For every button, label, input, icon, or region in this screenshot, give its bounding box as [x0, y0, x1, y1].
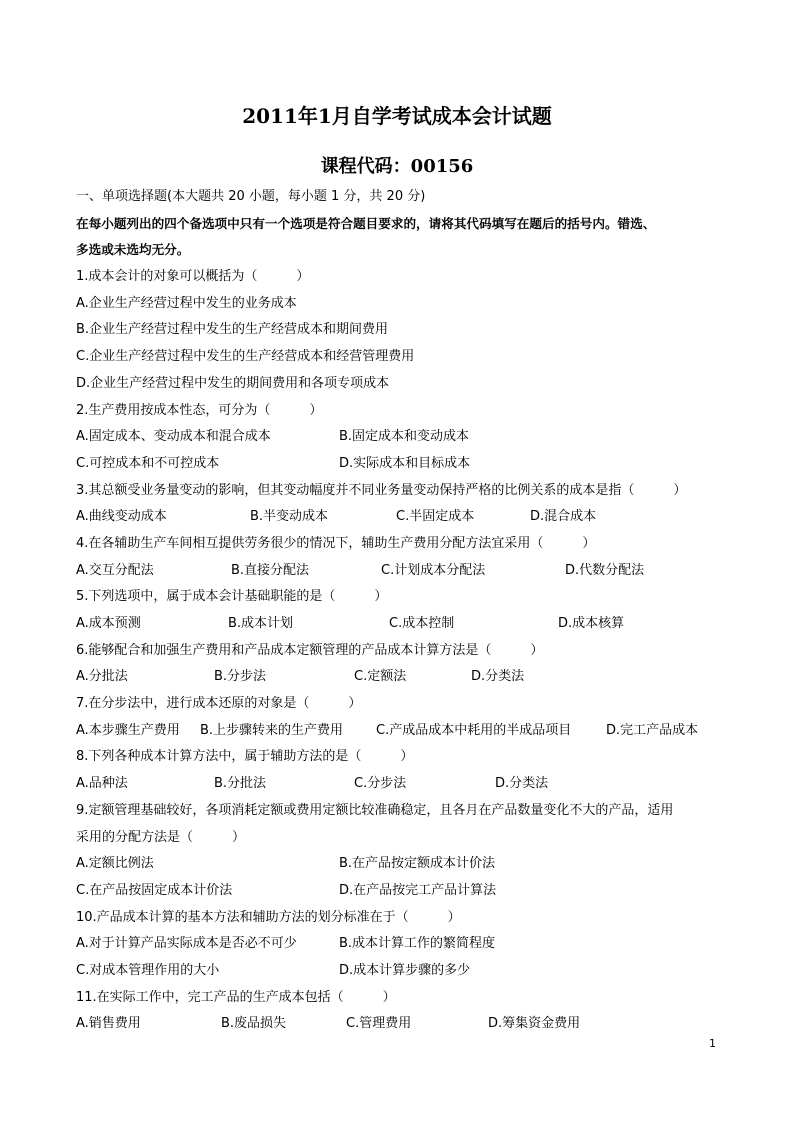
question-10-option-b: B.成本计算工作的繁简程度 [339, 936, 496, 952]
question-10-option-d: D.成本计算步骤的多少 [339, 962, 471, 978]
question-11-option-c: C.管理费用 [346, 1016, 412, 1032]
question-9-stem-line-1: 9.定额管理基础较好，各项消耗定额或费用定额比较准确稳定，且各月在产品数量变化不大的产品，适用 [76, 802, 674, 818]
question-8-options [76, 771, 724, 798]
page-number: 1 [709, 1037, 716, 1050]
question-2-option-c: C.可控成本和不可控成本 [76, 455, 220, 471]
exam-content [76, 184, 724, 1038]
exam-title: 2011年1月自学考试成本会计试题 [242, 104, 552, 128]
question-11-option-d: D.筹集资金费用 [488, 1016, 581, 1032]
question-2-option-a: A.固定成本、变动成本和混合成本 [76, 429, 271, 445]
question-9-option-c: C.在产品按固定成本计价法 [76, 882, 233, 898]
question-8-option-a: A.品种法 [76, 776, 128, 792]
question-10-stem: 10.产品成本计算的基本方法和辅助方法的划分标准在于（ ） [76, 909, 461, 925]
question-5-option-a: A.成本预测 [76, 616, 141, 631]
question-8-option-d: D.分类法 [495, 776, 549, 792]
question-9-stem-line-2: 采用的分配方法是（ ） [76, 829, 246, 845]
question-1-option-c: C.企业生产经营过程中发生的生产经营成本和经营管理费用 [76, 349, 415, 365]
question-9-option-d: D.在产品按完工产品计算法 [339, 882, 497, 898]
question-3-stem: 3.其总额受业务量变动的影响，但其变动幅度并不同业务量变动保持严格的比例关系的成本是指（ ） [76, 482, 687, 498]
question-1-option-b: B.企业生产经营过程中发生的生产经营成本和期间费用 [76, 322, 389, 338]
question-9-options-row-2 [76, 878, 724, 905]
question-4-stem: 4.在各辅助生产车间相互提供劳务很少的情况下，辅助生产费用分配方法宜采用（ ） [76, 535, 596, 551]
question-6-option-d: D.分类法 [471, 669, 525, 685]
question-8-option-b: B.分批法 [214, 776, 267, 792]
question-6-option-b: B.分步法 [214, 669, 267, 685]
question-9-option-a: A.定额比例法 [76, 856, 154, 872]
question-8-option-c: C.分步法 [354, 776, 407, 792]
question-10-options-row-2 [76, 958, 724, 985]
question-2-options-row-2 [76, 451, 724, 478]
question-3-option-c: C.半固定成本 [396, 509, 475, 525]
question-2-option-d: D.实际成本和目标成本 [339, 455, 471, 471]
question-9-option-b: B.在产品按定额成本计价法 [339, 856, 496, 872]
instruction-line-1: 在每小题列出的四个备选项中只有一个选项是符合题目要求的，请将其代码填写在题后的括号内。错选、 [76, 215, 656, 231]
question-1-stem: 1.成本会计的对象可以概括为（ ） [76, 269, 310, 285]
question-7-option-c: C.产成品成本中耗用的半成品项目 [376, 722, 572, 738]
question-4-option-c: C.计划成本分配法 [381, 562, 486, 578]
question-11-options [76, 1011, 724, 1038]
question-5-option-b: B.成本计划 [228, 616, 294, 631]
question-2-option-b: B.固定成本和变动成本 [339, 429, 470, 445]
question-7-options [76, 718, 724, 745]
question-6-option-a: A.分批法 [76, 669, 128, 685]
question-7-option-d: D.完工产品成本 [606, 722, 699, 738]
question-8-stem: 8.下列各种成本计算方法中，属于辅助方法的是（ ） [76, 749, 414, 765]
question-1-option-a: A.企业生产经营过程中发生的业务成本 [76, 295, 297, 311]
question-5-option-c: C.成本控制 [389, 616, 455, 631]
question-10-option-c: C.对成本管理作用的大小 [76, 962, 220, 978]
question-6-options [76, 664, 724, 691]
question-7-stem: 7.在分步法中，进行成本还原的对象是（ ） [76, 696, 362, 712]
instruction-line-2: 多选或未选均无分。 [76, 242, 190, 258]
question-2-options-row-1 [76, 424, 724, 451]
question-10-options-row-1 [76, 931, 724, 958]
question-6-stem: 6.能够配合和加强生产费用和产品成本定额管理的产品成本计算方法是（ ） [76, 642, 544, 658]
question-11-stem: 11.在实际工作中，完工产品的生产成本包括（ ） [76, 989, 396, 1005]
course-code: 课程代码：00156 [320, 156, 474, 177]
question-1-option-d: D.企业生产经营过程中发生的期间费用和各项专项成本 [76, 375, 390, 391]
question-5-option-d: D.成本核算 [558, 616, 625, 631]
question-7-option-a: A.本步骤生产费用 [76, 722, 180, 738]
question-4-options [76, 558, 724, 585]
question-3-option-a: A.曲线变动成本 [76, 509, 167, 525]
question-4-option-d: D.代数分配法 [565, 562, 645, 578]
question-10-option-a: A.对于计算产品实际成本是否必不可少 [76, 936, 297, 952]
question-3-option-b: B.半变动成本 [250, 509, 329, 525]
question-2-stem: 2.生产费用按成本性态，可分为（ ） [76, 402, 323, 418]
question-4-option-a: A.交互分配法 [76, 562, 154, 578]
question-11-option-b: B.废品损失 [221, 1016, 287, 1032]
question-6-option-c: C.定额法 [354, 669, 407, 685]
question-4-option-b: B.直接分配法 [231, 562, 310, 578]
section-header: 一、单项选择题(本大题共 20 小题，每小题 1 分，共 20 分) [76, 189, 426, 204]
question-9-options-row-1 [76, 851, 724, 878]
question-3-option-d: D.混合成本 [530, 509, 597, 525]
question-5-stem: 5.下列选项中，属于成本会计基础职能的是（ ） [76, 589, 388, 605]
question-3-options [76, 504, 724, 531]
question-11-option-a: A.销售费用 [76, 1016, 141, 1032]
question-5-options [76, 611, 724, 638]
question-7-option-b: B.上步骤转来的生产费用 [200, 722, 344, 738]
